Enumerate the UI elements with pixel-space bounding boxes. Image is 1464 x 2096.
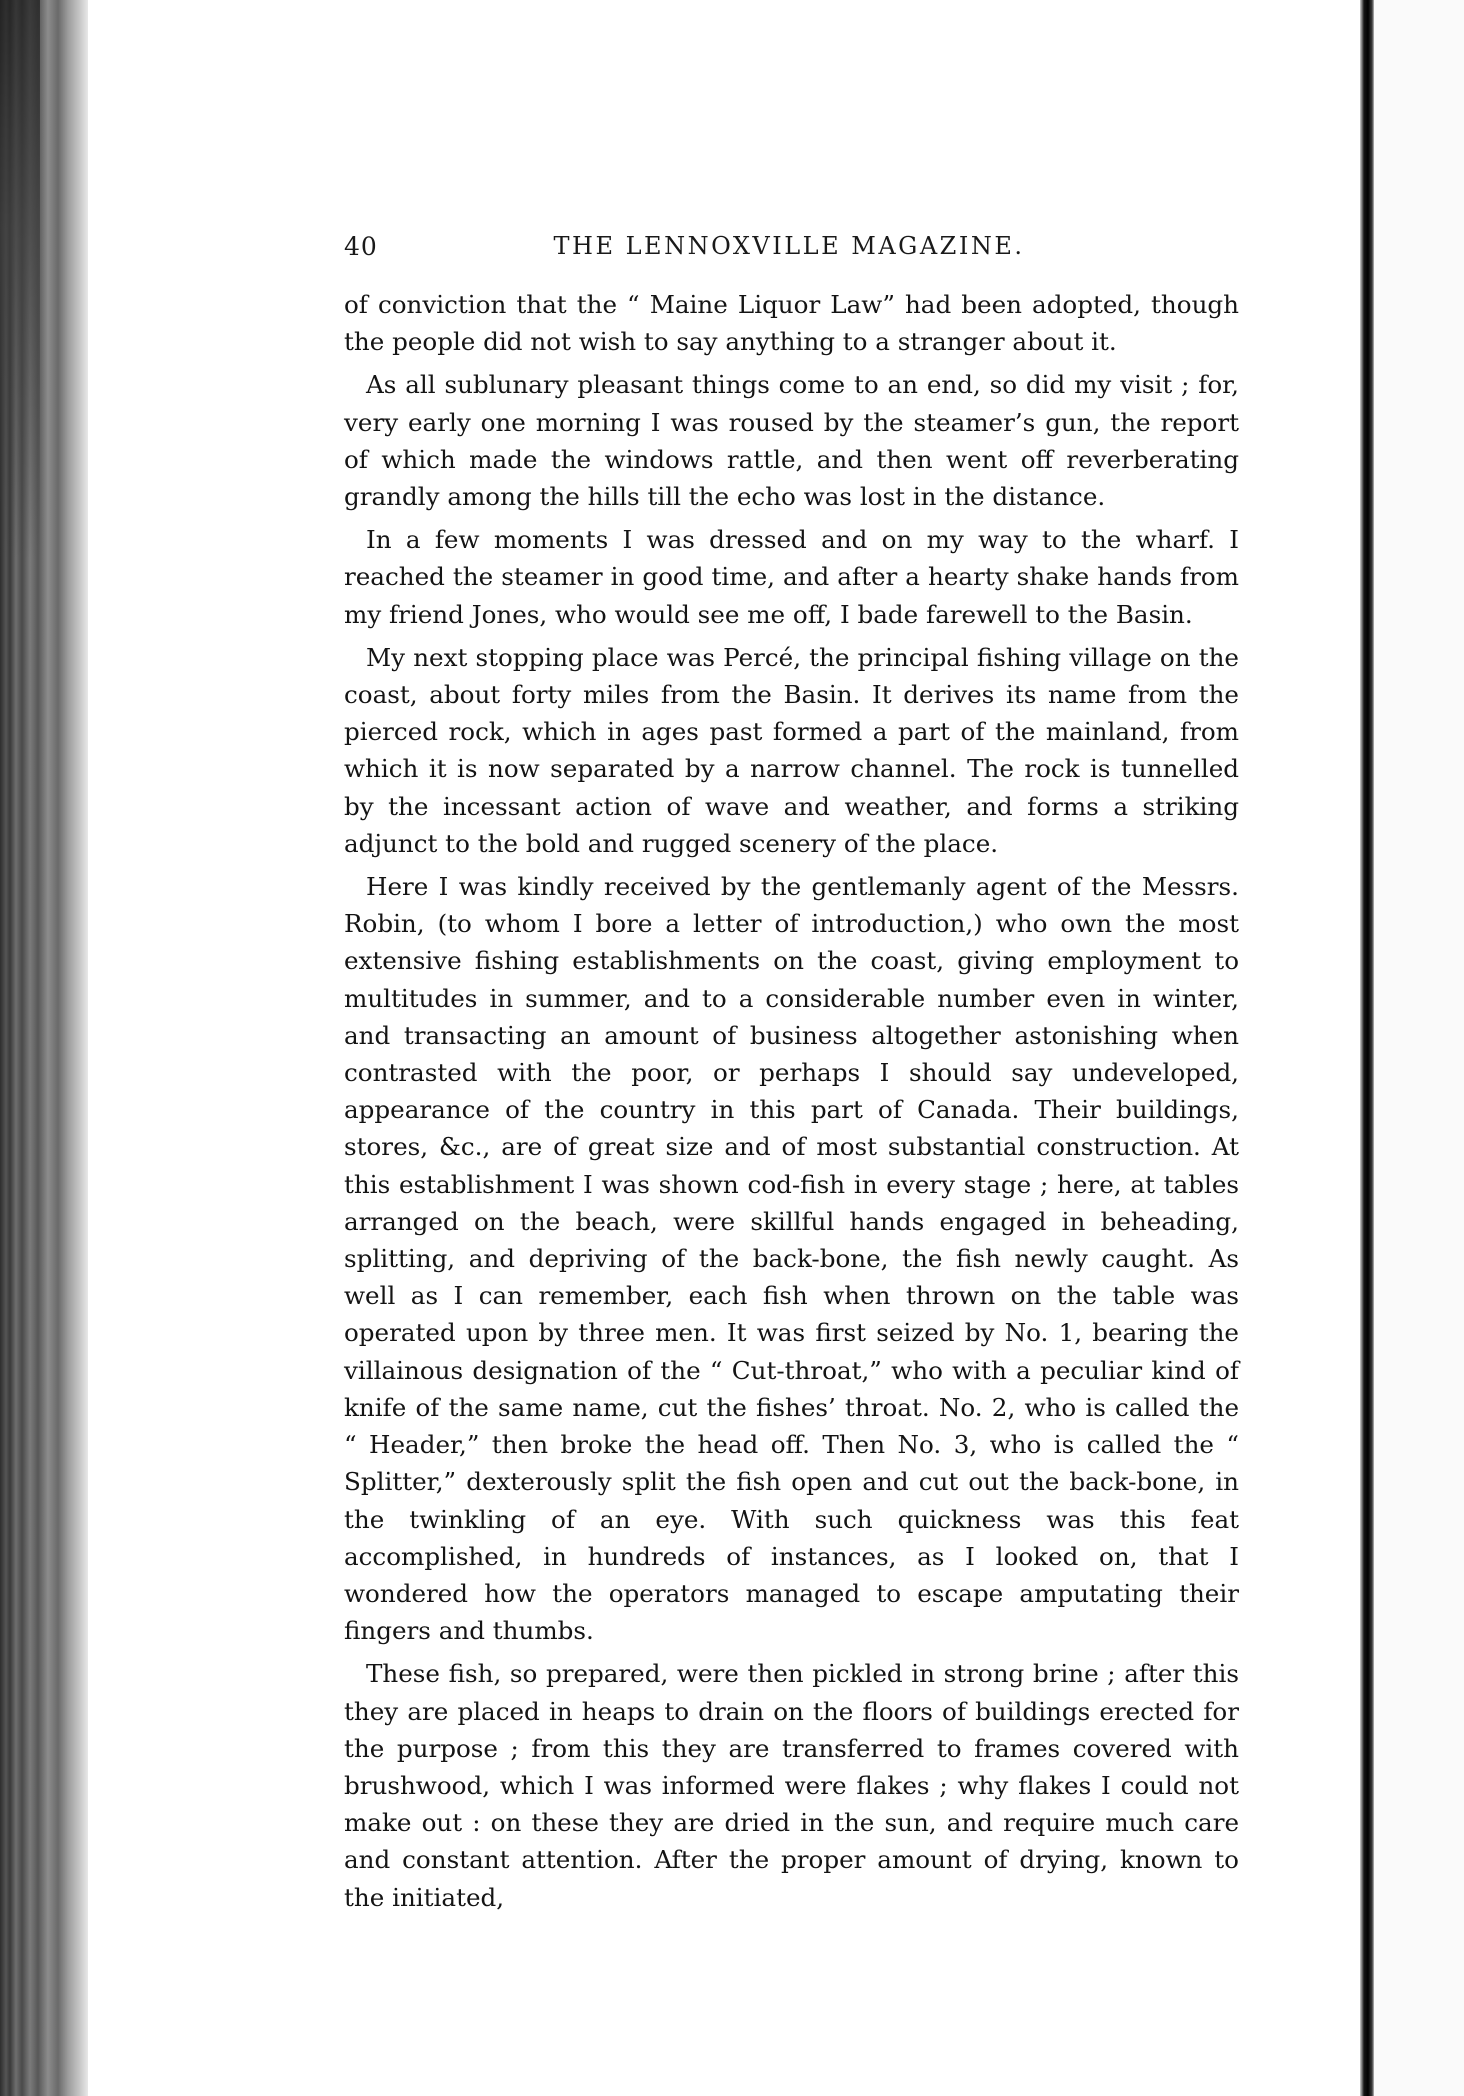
magazine-title: THE LENNOXVILLE MAGAZINE. xyxy=(553,232,1025,260)
paragraph: of conviction that the “ Maine Liquor Law” had been adopted, though the people did not wish to say anything to a stranger about it. xyxy=(344,290,1239,357)
paragraph: Here I was kindly received by the gentlemanly agent of the Messrs. Robin, (to whom I bore a letter of introduction,) who own the most extensive fishing establishments on the coast, giving employment to multitudes in summer, and to a considerable number even in winter, and transacting an amount of business altogether astonishing when contrasted with the poor, or perhaps I should say undeveloped, appearance of the country in this part of Canada. Their buildings, stores, &c., are of great size and of most substantial construction. At this establishment I was shown cod-fish in every stage ; here, at tables arranged on the beach, were skillful hands engaged in beheading, splitting, and depriving of the back-bone, the fish newly caught. As well as I can remember, each fish when thrown on the table was operated upon by three men. It was first seized by No. 1, bearing the villainous designation of the “ Cut-throat,” who with a peculiar kind of knife of the same name, cut the fishes’ throat. No. 2, who is called the “ Header,” then broke the head off. Then No. 3, who is called the “ Splitter,” dexterously split the fish open and cut out the back-bone, in the twinkling of an eye. With such quickness was this feat accomplished, in hundreds of instances, as I looked on, that I wondered how the operators managed to escape amputating their fingers and thumbs. xyxy=(344,872,1239,1646)
paragraph: As all sublunary pleasant things come to an end, so did my visit ; for, very early one morning I was roused by the steamer’s gun, the report of which made the windows rattle, and then went off reverberating grandly among the hills till the echo was lost in the distance. xyxy=(344,370,1239,512)
paragraph: In a few moments I was dressed and on my way to the wharf. I reached the steamer in good time, and after a hearty shake hands from my friend Jones, who would see me off, I bade farewell to the Basin. xyxy=(344,525,1239,629)
paragraph: These fish, so prepared, were then pickled in strong brine ; after this they are placed in heaps to drain on the floors of buildings erected for the purpose ; from this they are transferred to frames covered with brushwood, which I was informed were flakes ; why flakes I could not make out : on these they are dried in the sun, and require much care and constant attention. After the proper amount of drying, known to the initiated, xyxy=(344,1659,1239,1912)
right-gutter-shadow xyxy=(1360,0,1374,2096)
article-body xyxy=(344,286,1239,1922)
paragraph: My next stopping place was Percé, the principal fishing village on the coast, about forty miles from the Basin. It derives its name from the pierced rock, which in ages past formed a part of the mainland, from which it is now separated by a narrow channel. The rock is tunnelled by the incessant action of wave and weather, and forms a striking adjunct to the bold and rugged scenery of the place. xyxy=(344,642,1239,858)
facing-page-edge xyxy=(1374,0,1464,2096)
page-number: 40 xyxy=(344,232,378,261)
left-binding-shadow xyxy=(0,0,40,560)
running-head xyxy=(344,232,1234,272)
